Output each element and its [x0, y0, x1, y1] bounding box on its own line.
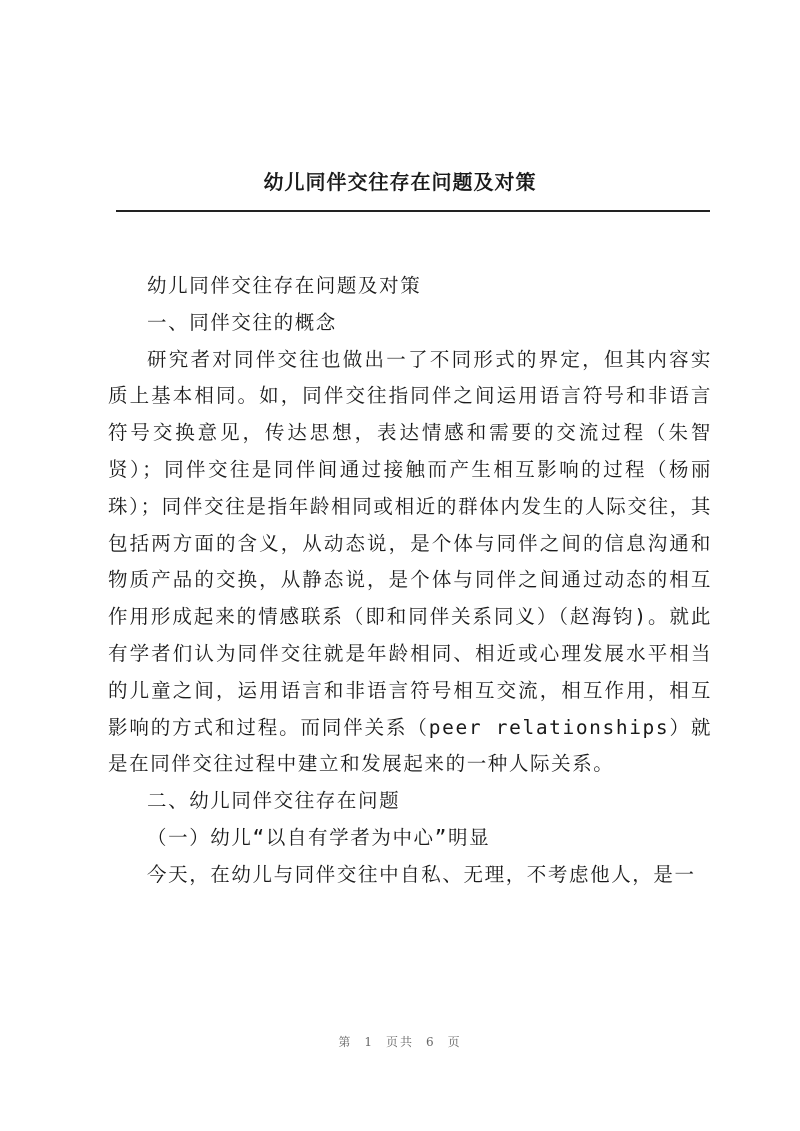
paragraph-continued: 今天，在幼儿与同伴交往中自私、无理，不考虑他人，是一	[147, 862, 696, 886]
paragraph-heading: 幼儿同伴交往存在问题及对策	[147, 274, 422, 297]
document-body	[108, 268, 712, 894]
section-heading-1: 一、同伴交往的概念	[147, 310, 337, 334]
subsection-heading-1: （一）幼儿“以自有学者为中心”明显	[147, 825, 491, 849]
document-title: 幼儿同伴交往存在问题及对策	[263, 170, 537, 194]
footer-total-pages: 6	[426, 1035, 436, 1049]
section-heading-2: 二、幼儿同伴交往存在问题	[147, 789, 401, 813]
page-footer	[0, 1033, 800, 1050]
footer-page-number: 1	[364, 1035, 374, 1049]
footer-middle: 页共	[385, 1035, 414, 1049]
paragraph-definition: 研究者对同伴交往也做出一了不同形式的界定，但其内容实质上基本相同。如，同伴交往指同伴之间运用语言符号和非语言符号交换意见，传达思想，表达情感和需要的交流过程（朱智贤）；同伴交往是同伴间通过接触而产生相互影响的过程（杨丽珠）；同伴交往是指年龄相同或相近的群体内发生的人际交往，其包括两方面的含义，从动态说，是个体与同伴之间的信息沟通和物质产品的交换，从静态说，是个体与同伴之间通过动态的相互作用形成起来的情感联系（即和同伴关系同义）（赵海钧)。就此有学者们认为同伴交往就是年龄相同、相近或心理发展水平相当的儿童之间，运用语言和非语言符号相互交流，相互作用，相互影响的方式和过程。而同伴关系（peer relationships）就是在同伴交往过程中建立和发展起来的一种人际关系。	[108, 347, 712, 776]
footer-prefix: 第	[338, 1035, 353, 1049]
footer-suffix: 页	[447, 1035, 462, 1049]
title-underline	[116, 210, 710, 212]
